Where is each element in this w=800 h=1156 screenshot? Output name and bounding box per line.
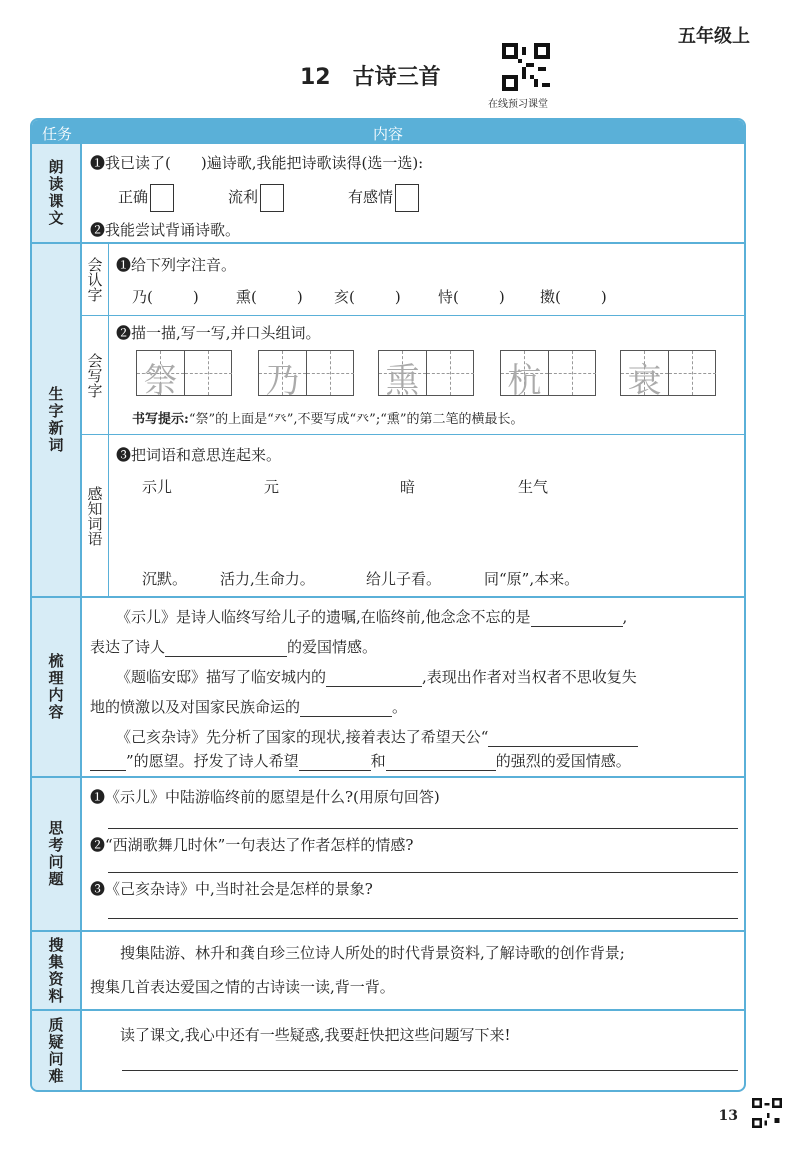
tip-text: “祭”的上面是“癶”,不要写成“癶”;“熏”的第二笔的横最长。 xyxy=(188,412,524,427)
checkbox[interactable] xyxy=(150,184,174,212)
match-word[interactable]: 元 xyxy=(264,478,280,496)
match-word[interactable]: 生气 xyxy=(518,478,549,496)
fill-blank[interactable] xyxy=(299,770,371,771)
fill-blank[interactable] xyxy=(386,770,496,771)
option-correct-label: 正确 xyxy=(118,188,149,206)
match-word[interactable]: 暗 xyxy=(400,478,416,496)
fill-blank[interactable] xyxy=(326,686,422,687)
page-title xyxy=(300,60,441,91)
trace-char: 乃 xyxy=(265,361,300,401)
match-meaning[interactable]: 同“原”,本来。 xyxy=(484,570,580,588)
section-label-collect: 搜集资料 xyxy=(46,936,65,1005)
trace-char: 衰 xyxy=(627,361,662,401)
section-label-question: 质疑问难 xyxy=(46,1017,65,1085)
pinyin-item[interactable]: 恃( ) xyxy=(438,288,505,306)
fill-blank[interactable] xyxy=(488,746,638,747)
organize-p2a xyxy=(116,666,637,687)
match-meaning[interactable]: 活力,生命力。 xyxy=(220,570,315,588)
match-meaning[interactable]: 沉默。 xyxy=(142,570,188,588)
section-label-think: 思考问题 xyxy=(46,820,65,888)
text: 和 xyxy=(370,752,386,770)
text: 的强烈的爱国情感。 xyxy=(495,752,631,770)
think-q1: ❶《示儿》中陆游临终前的愿望是什么?(用原句回答) xyxy=(90,788,440,806)
grade-label: 五年级上 xyxy=(678,26,750,47)
organize-p2c: 地的愤激以及对国家民族命运的 。 xyxy=(90,698,408,716)
sub-label-recognize: 会认字 xyxy=(85,257,104,302)
recognize-instruction: ❶给下列字注音。 xyxy=(116,256,237,274)
text: 《己亥杂诗》先分析了国家的现状,接着表达了希望天公“ xyxy=(116,728,489,746)
option-fluent-label: 流利 xyxy=(228,188,259,206)
text: ,表现出作者对当权者不思收复失 xyxy=(422,668,637,686)
lesson-number: 12 xyxy=(300,65,331,90)
pinyin-item[interactable]: 亥( ) xyxy=(334,288,401,306)
trace-char: 熏 xyxy=(385,361,420,401)
header-content: 内容 xyxy=(372,125,403,143)
tip-label: 书写提示: xyxy=(132,412,189,427)
think-q3: ❸《己亥杂诗》中,当时社会是怎样的景象? xyxy=(90,880,373,898)
section-label-read: 朗读课文 xyxy=(46,159,65,227)
qr-code-icon[interactable] xyxy=(502,43,550,91)
sub-label-sense: 感知词语 xyxy=(85,486,104,546)
writing-grid[interactable] xyxy=(258,350,354,401)
pinyin-char: 恃( xyxy=(438,288,459,306)
sense-instruction: ❸把词语和意思连起来。 xyxy=(116,446,282,464)
option-fluent[interactable] xyxy=(228,184,284,212)
pinyin-char: 熏( xyxy=(236,288,257,306)
page-number: 13 xyxy=(718,1108,738,1124)
trace-char: 祭 xyxy=(143,361,178,401)
collect-line2: 搜集几首表达爱国之情的古诗读一读,背一背。 xyxy=(90,978,395,996)
trace-char: 杭 xyxy=(507,361,542,401)
organize-p1b xyxy=(90,636,377,657)
fill-blank[interactable] xyxy=(300,716,392,717)
option-emotion[interactable] xyxy=(348,184,419,212)
writing-grid[interactable] xyxy=(378,350,474,401)
checkbox[interactable] xyxy=(260,184,284,212)
read-q1: ❶我已读了( )遍诗歌,我能把诗歌读得(选一选): xyxy=(90,154,424,172)
question-text: 读了课文,我心中还有一些疑惑,我要赶快把这些问题写下来! xyxy=(120,1026,511,1044)
text: 表达了诗人 xyxy=(90,638,166,656)
read-q2: ❷我能尝试背诵诗歌。 xyxy=(90,221,241,239)
match-meaning[interactable]: 给儿子看。 xyxy=(366,570,442,588)
writing-grid[interactable] xyxy=(620,350,716,401)
pinyin-char: 乃( xyxy=(132,288,153,306)
lesson-title: 古诗三首 xyxy=(352,65,441,90)
table-header xyxy=(32,120,744,144)
qr-code-icon[interactable] xyxy=(752,1098,782,1128)
option-emotion-label: 有感情 xyxy=(348,188,394,206)
pinyin-item[interactable]: 乃( ) xyxy=(132,288,199,306)
text: ”的愿望。抒发了诗人希望 xyxy=(126,752,299,770)
organize-p3b xyxy=(90,750,631,771)
think-q2: ❷“西湖歌舞几时休”一句表达了作者怎样的情感? xyxy=(90,836,414,854)
answer-line[interactable] xyxy=(108,828,738,829)
writing-grid[interactable] xyxy=(136,350,232,401)
match-word[interactable]: 示儿 xyxy=(142,478,173,496)
fill-blank[interactable] xyxy=(90,770,126,771)
write-instruction: ❷描一描,写一写,并口头组词。 xyxy=(116,324,321,342)
qr-caption: 在线预习课堂 xyxy=(488,99,548,110)
writing-tip xyxy=(132,408,524,427)
answer-line[interactable] xyxy=(122,1070,738,1071)
pinyin-char: 擞( xyxy=(540,288,561,306)
sub-label-write: 会写字 xyxy=(85,353,104,398)
text: 的爱国情感。 xyxy=(287,638,378,656)
header-task: 任务 xyxy=(42,125,73,143)
fill-blank[interactable] xyxy=(531,626,623,627)
answer-line[interactable] xyxy=(108,872,738,873)
pinyin-char: 亥( xyxy=(334,288,355,306)
organize-p1a: 《示儿》是诗人临终写给儿子的遗嘱,在临终前,他念念不忘的是 , xyxy=(116,608,628,626)
organize-p3a xyxy=(116,726,638,747)
text: 地的愤激以及对国家民族命运的 xyxy=(90,698,301,716)
section-label-organize: 梳理内容 xyxy=(46,653,65,721)
fill-blank[interactable] xyxy=(165,656,287,657)
worksheet-table xyxy=(30,118,746,1092)
section-label-words: 生字新词 xyxy=(46,386,65,454)
checkbox[interactable] xyxy=(395,184,419,212)
pinyin-item[interactable]: 擞( ) xyxy=(540,288,607,306)
option-correct[interactable] xyxy=(118,184,174,212)
text: 《题临安邸》描写了临安城内的 xyxy=(116,668,327,686)
text: 《示儿》是诗人临终写给儿子的遗嘱,在临终前,他念念不忘的是 xyxy=(116,608,531,626)
answer-line[interactable] xyxy=(108,918,738,919)
pinyin-item[interactable]: 熏( ) xyxy=(236,288,303,306)
collect-line1: 搜集陆游、林升和龚自珍三位诗人所处的时代背景资料,了解诗歌的创作背景; xyxy=(120,944,625,962)
writing-grid[interactable] xyxy=(500,350,596,401)
